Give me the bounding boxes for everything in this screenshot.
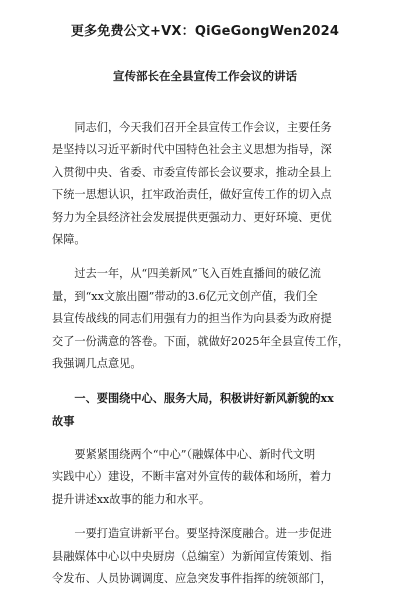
paragraph-gap: [52, 375, 364, 387]
text-line: 实践中心）建设，不断丰富对外宣传的载体和场所，着力: [52, 470, 332, 484]
text-line: 量，到“xx文旅出圈”带动的3.6亿元文创产值，我们全: [52, 289, 318, 303]
text-line: 一、要围绕中心、服务大局，积极讲好新风新貌的xx: [52, 391, 334, 406]
paragraph-gap: [52, 251, 364, 263]
text-line: 令发布、人员协调调度、应急突发事件指挥的统领部门，: [52, 572, 332, 586]
text-line: 交了一份满意的答卷。下面，就做好2025年全县宣传工作，: [52, 334, 349, 348]
paragraph-gap: [52, 432, 364, 444]
body-paragraph: [52, 117, 364, 251]
document-title: 宣传部长在全县宣传工作会议的讲话: [113, 69, 297, 83]
body-paragraph: [52, 444, 364, 511]
text-line: 一要打造宣讲新平台。要坚持深度融合。进一步促进: [52, 527, 332, 541]
text-line: 县融媒体中心以中央厨房（总编室）为新闻宣传策划、指: [52, 549, 332, 563]
text-line: 努力为全县经济社会发展提供更强动力、更好环境、更优: [52, 210, 332, 224]
body-paragraph: [52, 263, 364, 375]
paragraph-gap: [52, 511, 364, 523]
text-line: 故事: [52, 413, 75, 428]
text-line: 入贯彻中央、省委、市委宣传部长会议要求，推动全县上: [52, 165, 332, 179]
text-line: 保障。: [52, 232, 86, 246]
section-heading: [52, 387, 364, 432]
text-line: 提升讲述xx故事的能力和水平。: [52, 492, 211, 506]
text-line: 下统一思想认识，扛牢政治责任，做好宣传工作的切入点: [52, 188, 332, 202]
text-line: 县宣传战线的同志们用强有力的担当作为向县委为政府提: [52, 312, 332, 326]
document-body: [52, 117, 364, 590]
document-header: 更多免费公文+VX：QiGeGongWen2024: [70, 24, 340, 39]
text-line: 过去一年，从“四美新风”飞入百姓直播间的破亿流: [52, 267, 321, 281]
text-line: 要紧紧围绕两个“中心”（融媒体中心、新时代文明: [52, 448, 316, 462]
text-line: 同志们，今天我们召开全县宣传工作会议，主要任务: [52, 121, 332, 134]
text-line: 我强调几点意见。: [52, 356, 142, 370]
text-line: 是坚持以习近平新时代中国特色社会主义思想为指导，深: [52, 143, 332, 157]
